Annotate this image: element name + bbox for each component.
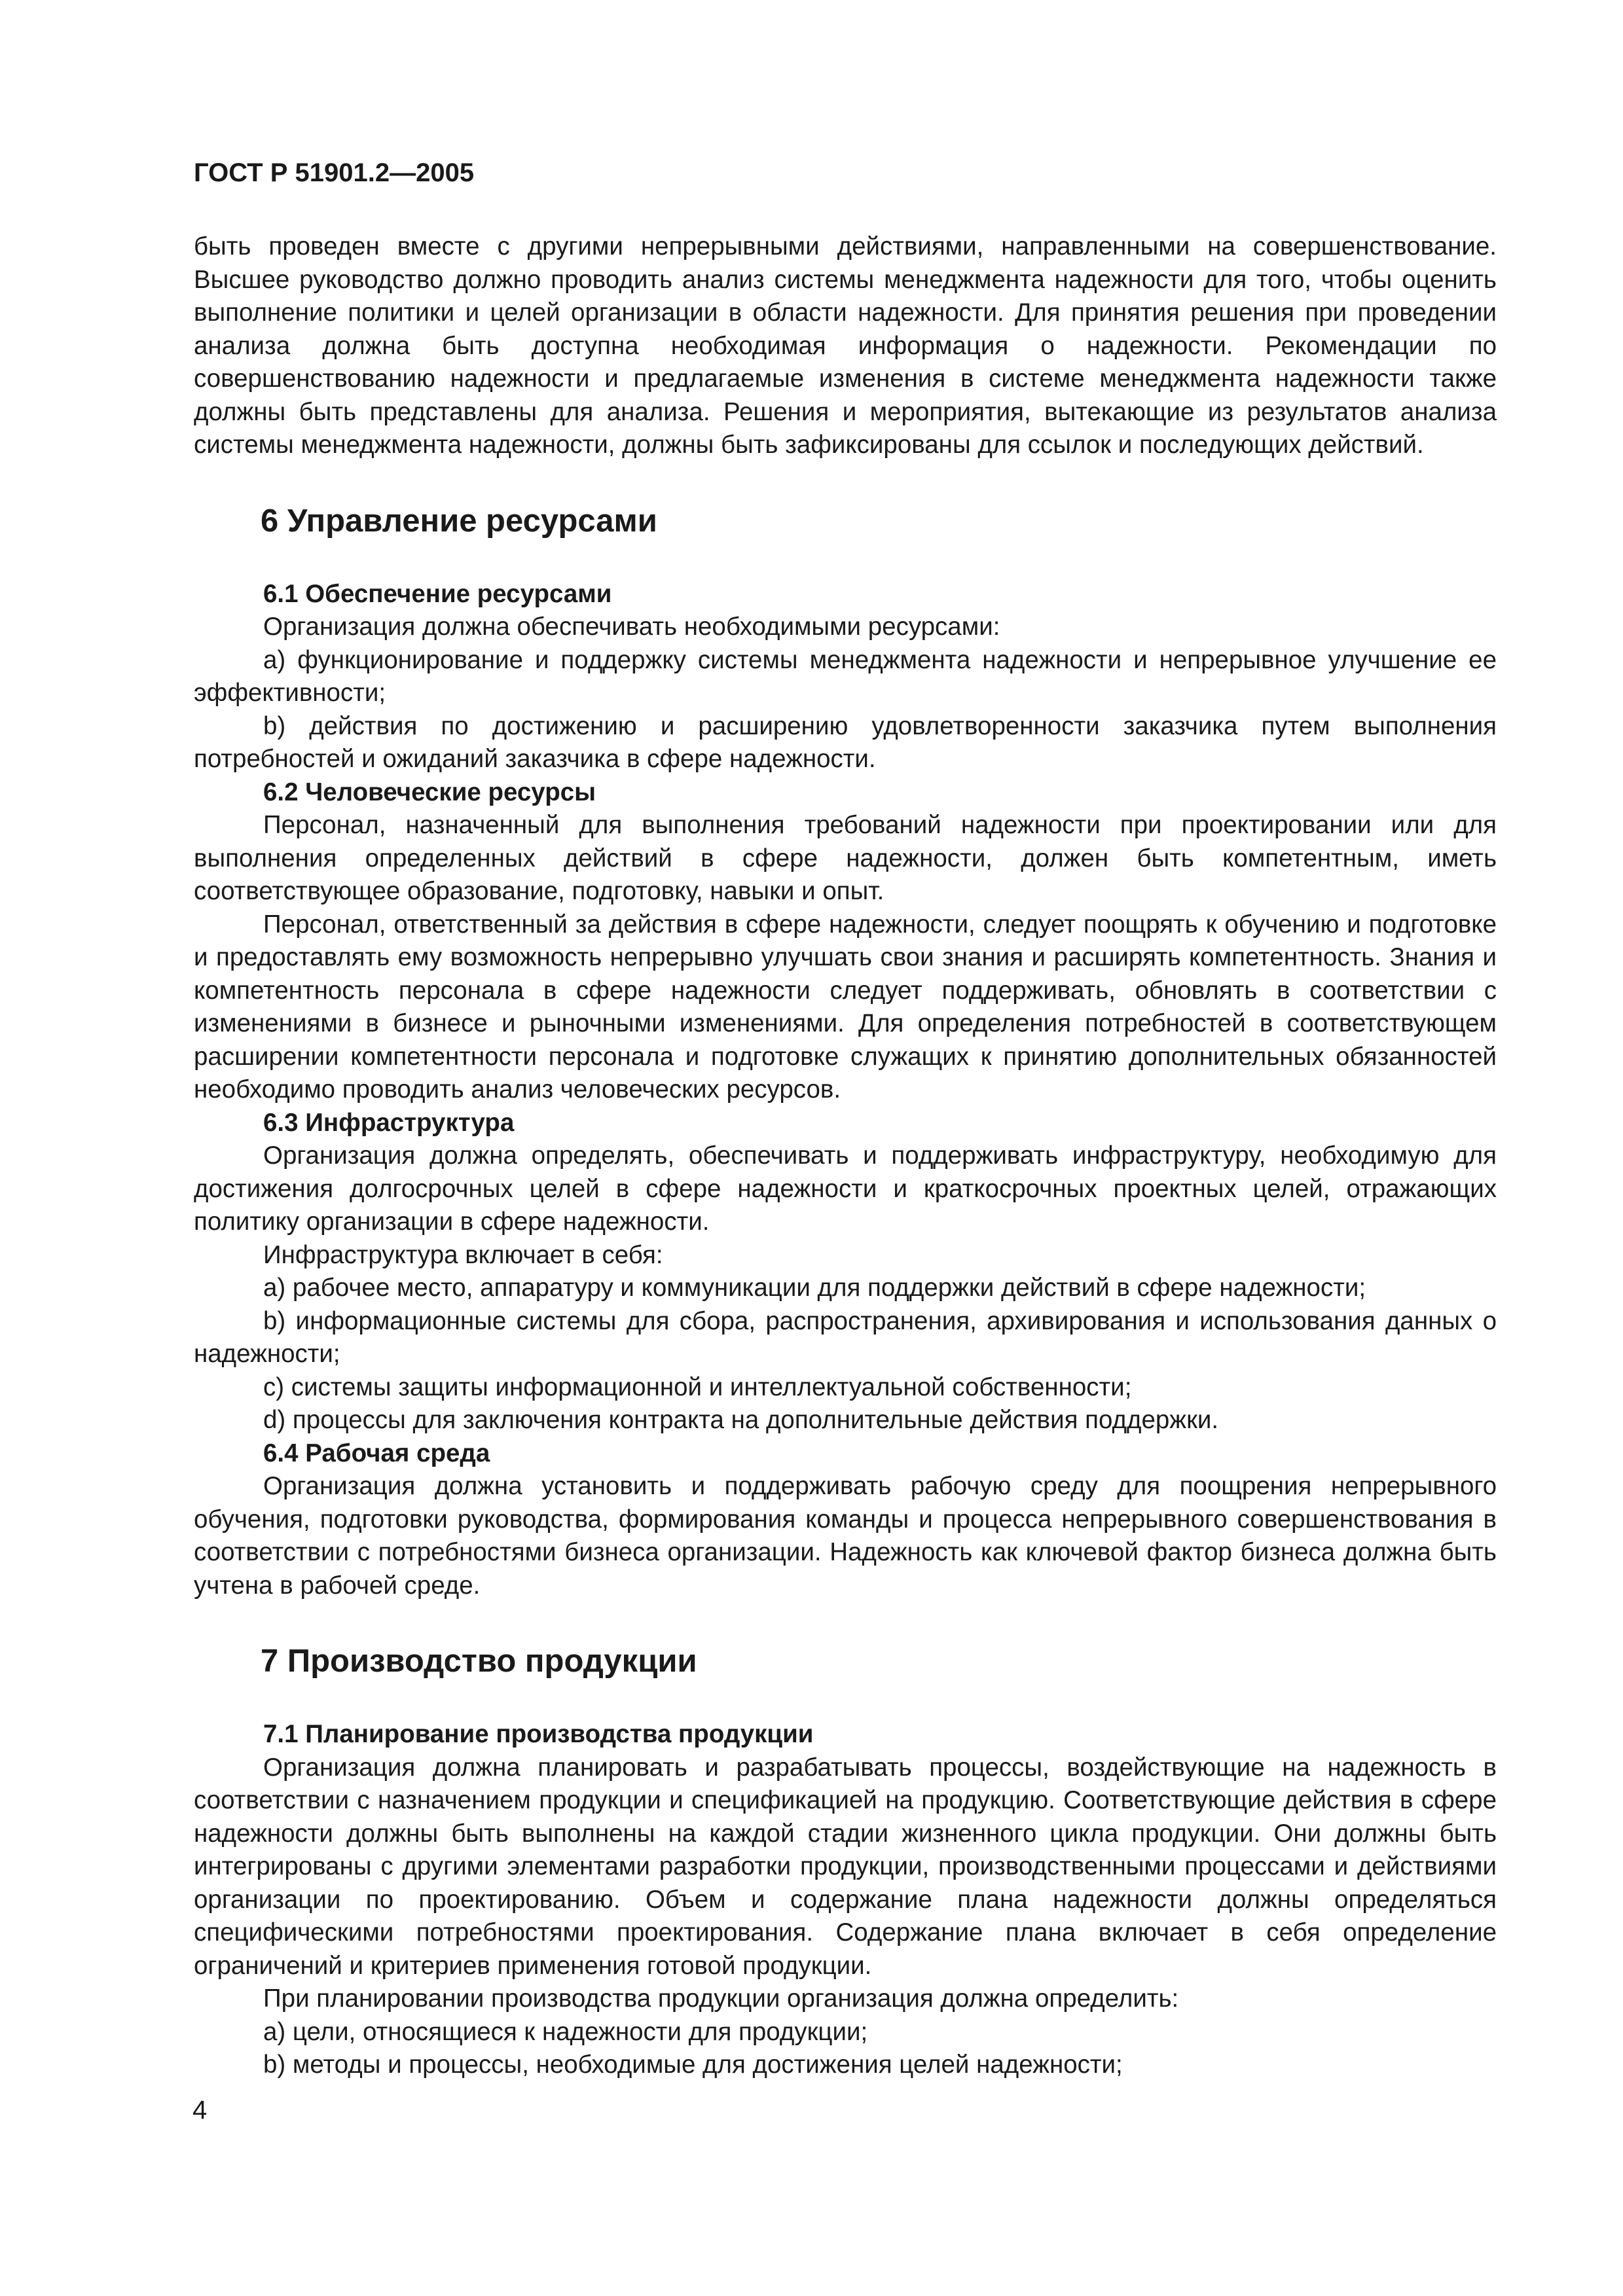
section-7-title: 7 Производство продукции (261, 1643, 697, 1679)
subsection-6-3-item-a: a) рабочее место, аппаратуру и коммуникации для поддержки действий в сфере надежности; (263, 1274, 1366, 1302)
section-6-title: 6 Управление ресурсами (261, 503, 657, 539)
subsection-7-1-paragraph-1: Организация должна планировать и разрабатывать процессы, воздействующие на надежность в соответствии с назначением продукции и спецификацией на продукцию. Соответствующие действия в сфере надежности должны быть выполнены на каждой стадии жизненного цикла продукции. Они должны быть интегрированы с другими элементами разработки продукции, производственными процессами и действиями организации по проектированию. Объем и содержание плана надежности должны определяться специфическими потребностями проектирования. Содержание плана включает в себя определение ограничений и критериев применения готовой продукции. (194, 1753, 1497, 1980)
subsection-6-1-item-b: b) действия по достижению и расширению удовлетворенности заказчика путем выполнения потребностей и ожиданий заказчика в сфере надежности. (194, 711, 1497, 773)
subsection-6-2-title: 6.2 Человеческие ресурсы (263, 778, 596, 806)
subsection-6-3-item-c: c) системы защиты информационной и интеллектуальной собственности; (263, 1372, 1132, 1401)
document-page (194, 157, 1497, 2082)
subsection-6-2-paragraph-1: Персонал, назначенный для выполнения требований надежности при проектировании или для выполнения определенных действий в сфере надежности, должен быть компетентным, иметь соответствующее образование, подготовку, навыки и опыт. (194, 811, 1497, 905)
subsection-6-3-item-b: b) информационные системы для сбора, распространения, архивирования и использования данных о надежности; (194, 1306, 1497, 1368)
document-header-id: ГОСТ Р 51901.2—2005 (194, 158, 475, 187)
intro-paragraph: быть проведен вместе с другими непрерывными действиями, направленными на совершенствование. Высшее руководство должно проводить анализ системы менеджмента надежности для того, чтобы оценить выполнение политики и целей организации в области надежности. Для принятия решения при проведении анализа должна быть доступна необходимая информация о надежности. Рекомендации по совершенствованию надежности и предлагаемые изменения в системе менеджмента надежности также должны быть представлены для анализа. Решения и мероприятия, вытекающие из результатов анализа системы менеджмента надежности, должны быть зафиксированы для ссылок и последующих действий. (194, 232, 1497, 459)
subsection-6-4-title: 6.4 Рабочая среда (263, 1439, 490, 1467)
subsection-7-1-title: 7.1 Планирование производства продукции (263, 1720, 814, 1748)
subsection-7-1-item-b: b) методы и процессы, необходимые для достижения целей надежности; (263, 2051, 1123, 2079)
subsection-7-1-paragraph-2: При планировании производства продукции организация должна определить: (263, 1984, 1179, 2013)
subsection-7-1-item-a: a) цели, относящиеся к надежности для продукции; (263, 2017, 868, 2046)
subsection-6-1-title: 6.1 Обеспечение ресурсами (263, 579, 612, 608)
subsection-6-1-item-a: a) функционирование и поддержку системы менеджмента надежности и непрерывное улучшение ее эффективности; (194, 645, 1497, 707)
subsection-6-3-paragraph-2: Инфраструктура включает в себя: (263, 1240, 663, 1269)
subsection-6-4-paragraph: Организация должна установить и поддерживать рабочую среду для поощрения непрерывного обучения, подготовки руководства, формирования команды и процесса непрерывного совершенствования в соответствии с потребностями бизнеса организации. Надежность как ключевой фактор бизнеса должна быть учтена в рабочей среде. (194, 1472, 1497, 1600)
subsection-6-3-title: 6.3 Инфраструктура (263, 1108, 515, 1137)
subsection-6-1-paragraph: Организация должна обеспечивать необходимыми ресурсами: (263, 613, 1000, 641)
page-number: 4 (192, 2096, 208, 2125)
subsection-6-2-paragraph-2: Персонал, ответственный за действия в сфере надежности, следует поощрять к обучению и подготовке и предоставлять ему возможность непрерывно улучшать свои знания и расширять компетентность. Знания и компетентность персонала в сфере надежности следует поддерживать, обновлять в соответствии с изменениями в бизнесе и рыночными изменениями. Для определения потребностей в соответствующем расширении компетентности персонала и подготовке служащих к принятию дополнительных обязанностей необходимо проводить анализ человеческих ресурсов. (194, 910, 1497, 1103)
subsection-6-3-paragraph-1: Организация должна определять, обеспечивать и поддерживать инфраструктуру, необходимую для достижения долгосрочных целей в сфере надежности и краткосрочных проектных целей, отражающих политику организации в сфере надежности. (194, 1141, 1497, 1236)
subsection-6-3-item-d: d) процессы для заключения контракта на дополнительные действия поддержки. (263, 1406, 1219, 1434)
